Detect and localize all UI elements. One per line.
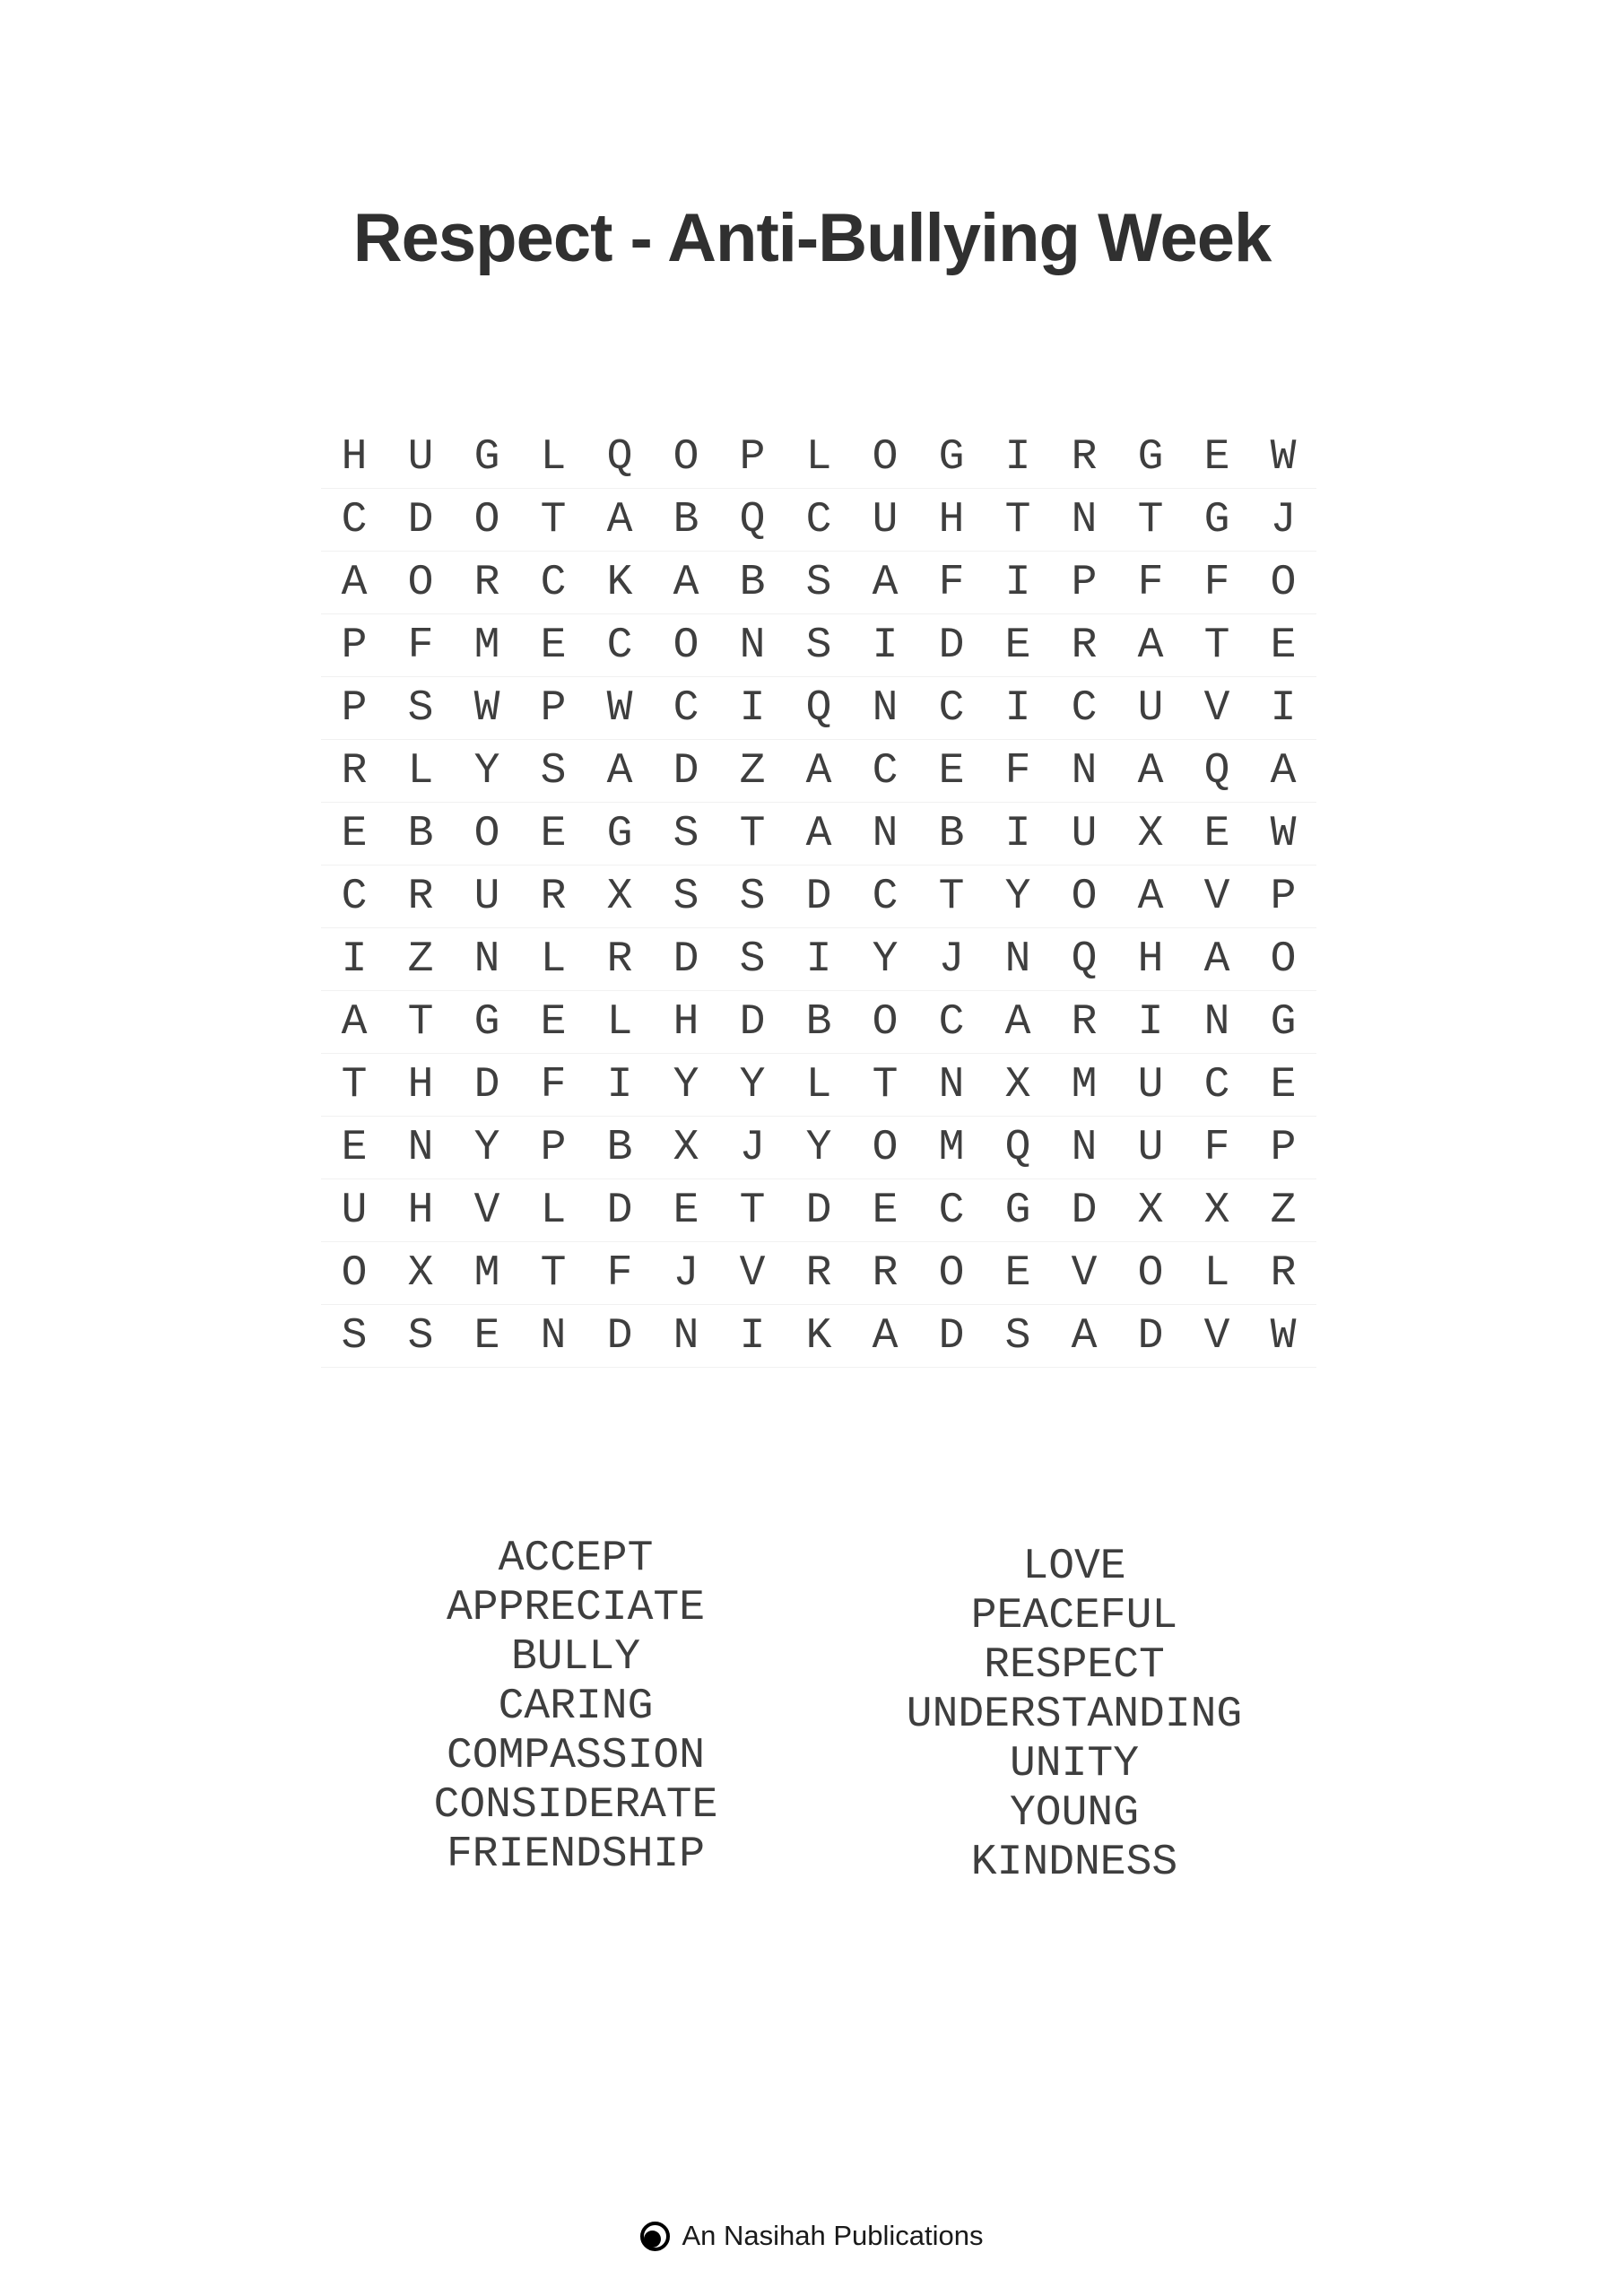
grid-letter: Q <box>805 683 832 733</box>
grid-letter: Z <box>1270 1186 1297 1235</box>
grid-letter: Y <box>473 1123 500 1172</box>
grid-letter: G <box>1203 495 1230 544</box>
footer <box>0 2220 1624 2252</box>
grid-letter: A <box>341 997 368 1047</box>
grid-letter: C <box>872 872 899 921</box>
grid-letter: E <box>341 1123 368 1172</box>
grid-letter: T <box>540 1248 567 1298</box>
grid-letter: E <box>938 746 965 796</box>
grid-letter: I <box>1004 432 1031 482</box>
grid-letter: U <box>473 872 500 921</box>
grid-letter: E <box>473 1311 500 1361</box>
word-list-item: BULLY <box>510 1633 641 1682</box>
grid-letter: T <box>739 809 766 858</box>
grid-letter: Z <box>739 746 766 796</box>
grid-letter: H <box>938 495 965 544</box>
word-list-left <box>307 1535 845 1880</box>
word-list-item: LOVE <box>1022 1543 1126 1591</box>
grid-letter: I <box>739 1311 766 1361</box>
grid-letter: E <box>1004 1248 1031 1298</box>
grid-letter: N <box>540 1311 567 1361</box>
grid-letter: S <box>805 558 832 607</box>
grid-letter: G <box>606 809 633 858</box>
grid-letter: N <box>1071 746 1098 796</box>
grid-letter: H <box>407 1060 434 1109</box>
grid-letter: P <box>341 621 368 670</box>
grid-letter: Q <box>1071 935 1098 984</box>
grid-letter: S <box>341 1311 368 1361</box>
grid-letter: W <box>1270 1311 1297 1361</box>
grid-letter: X <box>1004 1060 1031 1109</box>
grid-letter: S <box>407 1311 434 1361</box>
grid-row <box>321 1117 1316 1179</box>
grid-letter: P <box>341 683 368 733</box>
grid-letter: A <box>341 558 368 607</box>
grid-letter: U <box>1137 1060 1164 1109</box>
grid-letter: U <box>1071 809 1098 858</box>
grid-row <box>321 677 1316 740</box>
grid-letter: L <box>540 432 567 482</box>
grid-letter: D <box>673 746 699 796</box>
grid-letter: A <box>805 746 832 796</box>
grid-row <box>321 614 1316 677</box>
word-list-item: CONSIDERATE <box>433 1781 718 1830</box>
grid-letter: F <box>1137 558 1164 607</box>
grid-letter: I <box>341 935 368 984</box>
grid-letter: G <box>1270 997 1297 1047</box>
grid-letter: C <box>341 495 368 544</box>
grid-letter: Y <box>673 1060 699 1109</box>
grid-letter: A <box>1137 621 1164 670</box>
grid-letter: G <box>473 432 500 482</box>
grid-letter: O <box>1270 558 1297 607</box>
grid-letter: Q <box>1203 746 1230 796</box>
grid-letter: N <box>1071 1123 1098 1172</box>
grid-letter: S <box>805 621 832 670</box>
grid-letter: C <box>673 683 699 733</box>
grid-letter: I <box>739 683 766 733</box>
grid-letter: E <box>341 809 368 858</box>
grid-row <box>321 1179 1316 1242</box>
grid-letter: C <box>872 746 899 796</box>
grid-letter: E <box>872 1186 899 1235</box>
grid-letter: J <box>1270 495 1297 544</box>
word-list-item: UNITY <box>1009 1740 1140 1788</box>
grid-row <box>321 426 1316 489</box>
grid-letter: Q <box>1004 1123 1031 1172</box>
grid-letter: O <box>872 432 899 482</box>
grid-letter: F <box>606 1248 633 1298</box>
grid-letter: L <box>1203 1248 1230 1298</box>
grid-letter: R <box>1071 621 1098 670</box>
grid-letter: P <box>1270 872 1297 921</box>
word-list-item: RESPECT <box>984 1641 1165 1690</box>
word-search-grid <box>321 426 1316 1368</box>
grid-letter: L <box>606 997 633 1047</box>
grid-letter: M <box>938 1123 965 1172</box>
grid-letter: A <box>673 558 699 607</box>
grid-letter: R <box>341 746 368 796</box>
grid-letter: X <box>407 1248 434 1298</box>
grid-letter: E <box>540 809 567 858</box>
grid-letter: K <box>606 558 633 607</box>
grid-letter: Y <box>872 935 899 984</box>
grid-letter: U <box>872 495 899 544</box>
grid-letter: S <box>540 746 567 796</box>
grid-letter: V <box>739 1248 766 1298</box>
grid-letter: X <box>673 1123 699 1172</box>
grid-letter: A <box>1137 746 1164 796</box>
grid-letter: I <box>1004 683 1031 733</box>
grid-letter: Q <box>606 432 633 482</box>
grid-letter: D <box>1137 1311 1164 1361</box>
grid-letter: O <box>1270 935 1297 984</box>
grid-letter: I <box>805 935 832 984</box>
grid-letter: R <box>1071 432 1098 482</box>
grid-row <box>321 489 1316 552</box>
grid-letter: L <box>540 935 567 984</box>
grid-letter: D <box>673 935 699 984</box>
grid-letter: O <box>938 1248 965 1298</box>
grid-letter: D <box>805 872 832 921</box>
grid-letter: R <box>473 558 500 607</box>
logo-dot <box>644 2231 661 2248</box>
grid-letter: C <box>938 997 965 1047</box>
grid-letter: A <box>872 558 899 607</box>
grid-letter: X <box>606 872 633 921</box>
grid-row <box>321 552 1316 614</box>
grid-letter: W <box>1270 432 1297 482</box>
grid-letter: H <box>673 997 699 1047</box>
grid-letter: R <box>805 1248 832 1298</box>
grid-letter: R <box>606 935 633 984</box>
grid-letter: W <box>473 683 500 733</box>
grid-letter: M <box>1071 1060 1098 1109</box>
grid-letter: S <box>739 872 766 921</box>
grid-letter: D <box>606 1311 633 1361</box>
grid-letter: P <box>540 683 567 733</box>
word-list-item: COMPASSION <box>446 1732 706 1780</box>
grid-letter: D <box>739 997 766 1047</box>
grid-row <box>321 1054 1316 1117</box>
grid-letter: F <box>540 1060 567 1109</box>
grid-letter: T <box>341 1060 368 1109</box>
grid-letter: U <box>407 432 434 482</box>
grid-letter: D <box>805 1186 832 1235</box>
crescent-moon-circle-icon <box>640 2222 670 2251</box>
grid-letter: T <box>739 1186 766 1235</box>
grid-letter: V <box>1203 683 1230 733</box>
grid-letter: C <box>938 1186 965 1235</box>
grid-letter: I <box>1004 558 1031 607</box>
grid-letter: E <box>1004 621 1031 670</box>
grid-letter: V <box>1203 872 1230 921</box>
grid-letter: R <box>872 1248 899 1298</box>
grid-letter: V <box>1203 1311 1230 1361</box>
grid-letter: B <box>938 809 965 858</box>
grid-letter: H <box>341 432 368 482</box>
grid-letter: C <box>540 558 567 607</box>
word-list-item: KINDNESS <box>970 1839 1178 1887</box>
grid-letter: A <box>1071 1311 1098 1361</box>
word-list-item: YOUNG <box>1009 1789 1140 1838</box>
grid-letter: A <box>606 495 633 544</box>
grid-letter: I <box>872 621 899 670</box>
grid-letter: N <box>1071 495 1098 544</box>
grid-letter: U <box>1137 683 1164 733</box>
grid-letter: U <box>1137 1123 1164 1172</box>
grid-letter: A <box>1004 997 1031 1047</box>
grid-letter: Y <box>739 1060 766 1109</box>
grid-letter: S <box>673 872 699 921</box>
grid-letter: P <box>540 1123 567 1172</box>
grid-letter: F <box>1203 558 1230 607</box>
grid-letter: T <box>407 997 434 1047</box>
grid-letter: A <box>1137 872 1164 921</box>
grid-letter: E <box>540 621 567 670</box>
grid-letter: N <box>407 1123 434 1172</box>
grid-letter: Y <box>473 746 500 796</box>
grid-letter: H <box>407 1186 434 1235</box>
grid-letter: R <box>407 872 434 921</box>
grid-letter: L <box>540 1186 567 1235</box>
grid-letter: G <box>1004 1186 1031 1235</box>
grid-letter: O <box>473 809 500 858</box>
grid-letter: N <box>872 809 899 858</box>
grid-letter: N <box>1004 935 1031 984</box>
grid-letter: Y <box>1004 872 1031 921</box>
grid-letter: T <box>872 1060 899 1109</box>
grid-row <box>321 803 1316 865</box>
grid-letter: B <box>739 558 766 607</box>
grid-letter: L <box>805 432 832 482</box>
grid-letter: V <box>473 1186 500 1235</box>
grid-letter: C <box>341 872 368 921</box>
page-title: Respect - Anti-Bullying Week <box>352 200 1272 276</box>
grid-letter: R <box>1071 997 1098 1047</box>
word-list-item: ACCEPT <box>498 1535 654 1583</box>
grid-letter: N <box>938 1060 965 1109</box>
grid-letter: O <box>473 495 500 544</box>
grid-letter: M <box>473 621 500 670</box>
publisher-name: An Nasihah Publications <box>682 2220 984 2251</box>
grid-letter: J <box>739 1123 766 1172</box>
grid-letter: B <box>673 495 699 544</box>
grid-letter: A <box>1203 935 1230 984</box>
grid-letter: D <box>938 1311 965 1361</box>
word-list-item: UNDERSTANDING <box>906 1691 1243 1739</box>
grid-letter: U <box>341 1186 368 1235</box>
grid-letter: E <box>1270 1060 1297 1109</box>
grid-letter: H <box>1137 935 1164 984</box>
grid-letter: X <box>1137 809 1164 858</box>
grid-letter: Z <box>407 935 434 984</box>
word-list-right <box>805 1543 1343 1888</box>
grid-row <box>321 1305 1316 1368</box>
grid-letter: J <box>938 935 965 984</box>
grid-letter: F <box>938 558 965 607</box>
grid-letter: C <box>805 495 832 544</box>
grid-letter: N <box>1203 997 1230 1047</box>
grid-letter: Q <box>739 495 766 544</box>
grid-letter: W <box>1270 809 1297 858</box>
grid-letter: J <box>673 1248 699 1298</box>
grid-letter: S <box>673 809 699 858</box>
grid-letter: F <box>1004 746 1031 796</box>
grid-letter: D <box>938 621 965 670</box>
grid-letter: D <box>1071 1186 1098 1235</box>
grid-letter: T <box>1137 495 1164 544</box>
grid-letter: N <box>473 935 500 984</box>
grid-letter: T <box>1004 495 1031 544</box>
grid-row <box>321 991 1316 1054</box>
grid-letter: R <box>540 872 567 921</box>
grid-letter: E <box>1203 809 1230 858</box>
grid-row <box>321 740 1316 803</box>
grid-row <box>321 928 1316 991</box>
grid-letter: L <box>407 746 434 796</box>
grid-letter: Y <box>805 1123 832 1172</box>
grid-letter: I <box>1270 683 1297 733</box>
grid-letter: K <box>805 1311 832 1361</box>
grid-letter: G <box>1137 432 1164 482</box>
grid-letter: N <box>673 1311 699 1361</box>
word-list-item: CARING <box>498 1683 654 1731</box>
word-list-item: FRIENDSHIP <box>446 1831 706 1879</box>
grid-letter: O <box>673 432 699 482</box>
grid-letter: B <box>805 997 832 1047</box>
grid-letter: D <box>473 1060 500 1109</box>
grid-row <box>321 1242 1316 1305</box>
grid-letter: G <box>938 432 965 482</box>
grid-letter: X <box>1137 1186 1164 1235</box>
grid-letter: W <box>606 683 633 733</box>
grid-letter: A <box>872 1311 899 1361</box>
grid-letter: N <box>739 621 766 670</box>
grid-row <box>321 865 1316 928</box>
grid-letter: E <box>1270 621 1297 670</box>
word-list-item: APPRECIATE <box>446 1584 706 1632</box>
grid-letter: L <box>805 1060 832 1109</box>
grid-letter: R <box>1270 1248 1297 1298</box>
grid-letter: I <box>1137 997 1164 1047</box>
word-list-item: PEACEFUL <box>970 1592 1178 1640</box>
grid-letter: C <box>606 621 633 670</box>
grid-letter: O <box>1137 1248 1164 1298</box>
grid-letter: D <box>606 1186 633 1235</box>
grid-letter: C <box>938 683 965 733</box>
grid-letter: T <box>1203 621 1230 670</box>
grid-letter: B <box>606 1123 633 1172</box>
grid-letter: O <box>872 1123 899 1172</box>
grid-letter: D <box>407 495 434 544</box>
grid-letter: O <box>341 1248 368 1298</box>
grid-letter: E <box>540 997 567 1047</box>
grid-letter: E <box>673 1186 699 1235</box>
grid-letter: T <box>938 872 965 921</box>
grid-letter: N <box>872 683 899 733</box>
grid-letter: P <box>1270 1123 1297 1172</box>
grid-letter: I <box>606 1060 633 1109</box>
grid-letter: O <box>1071 872 1098 921</box>
grid-letter: A <box>606 746 633 796</box>
grid-letter: P <box>1071 558 1098 607</box>
grid-letter: I <box>1004 809 1031 858</box>
grid-letter: M <box>473 1248 500 1298</box>
grid-letter: V <box>1071 1248 1098 1298</box>
grid-letter: O <box>407 558 434 607</box>
grid-letter: A <box>805 809 832 858</box>
grid-letter: G <box>473 997 500 1047</box>
grid-letter: O <box>872 997 899 1047</box>
grid-letter: O <box>673 621 699 670</box>
grid-letter: F <box>1203 1123 1230 1172</box>
grid-letter: A <box>1270 746 1297 796</box>
grid-letter: B <box>407 809 434 858</box>
grid-letter: C <box>1203 1060 1230 1109</box>
grid-letter: E <box>1203 432 1230 482</box>
grid-letter: F <box>407 621 434 670</box>
grid-letter: T <box>540 495 567 544</box>
grid-letter: S <box>1004 1311 1031 1361</box>
grid-letter: C <box>1071 683 1098 733</box>
grid-letter: P <box>739 432 766 482</box>
grid-letter: S <box>739 935 766 984</box>
grid-letter: S <box>407 683 434 733</box>
grid-letter: X <box>1203 1186 1230 1235</box>
